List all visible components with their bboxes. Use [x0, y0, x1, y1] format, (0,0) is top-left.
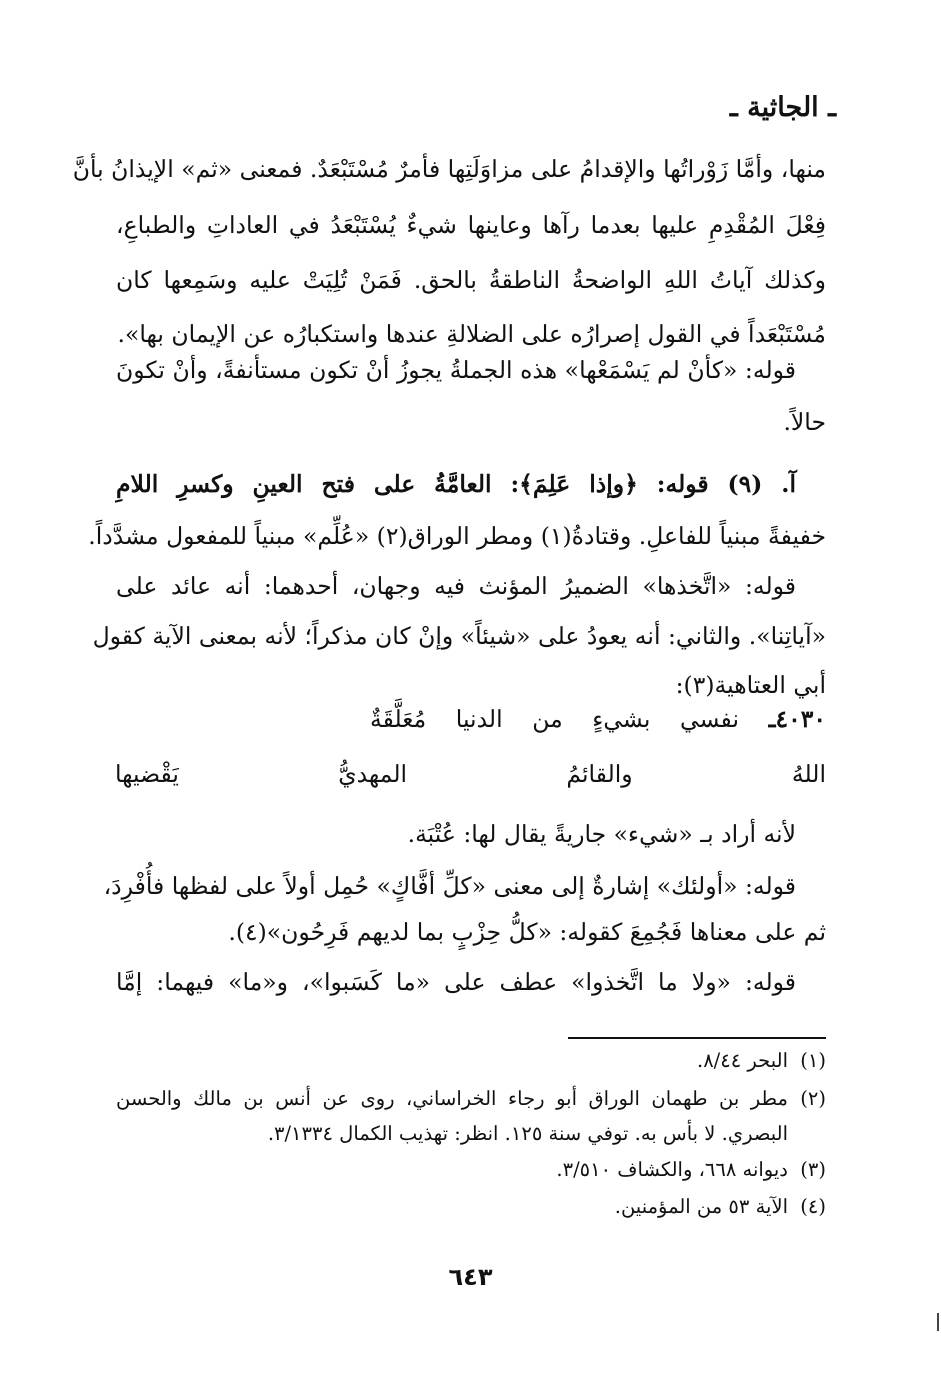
text-line: قوله: «اتَّخذها» الضميرُ المؤنث فيه وجهان، أحدهما: أنه عائد على [116, 572, 796, 600]
text-line: «آياتِنا». والثاني: أنه يعودُ على «شيئاً» وإنْ كان مذكراً؛ لأنه بمعنى الآية كقول [92, 622, 826, 650]
text-line: لأنه أراد بـ «شيء» جاريةً يقال لها: عُتْبَة. [407, 820, 796, 848]
footnote-number: (٣) [800, 1158, 826, 1181]
footnote-line: البصري. لا بأس به. توفي سنة ١٢٥. انظر: تهذيب الكمال ٣/١٣٣٤. [267, 1122, 788, 1145]
text-line: خفيفةً مبنياً للفاعلِ. وقتادةُ(١) ومطر الوراق(٢) «عُلِّم» مبنياً للمفعول مشدَّداً. [88, 522, 826, 550]
footnote-text: الآية ٥٣ من المؤمنين. [614, 1195, 788, 1218]
footnote-text: مطر بن طهمان الوراق أبو رجاء الخراساني، روى عن أنس بن مالك والحسن [116, 1087, 788, 1110]
text-line: قوله: «كأنْ لم يَسْمَعْها» هذه الجملةُ يجوزُ أنْ تكون مستأنفةً، وأنْ تكونَ [116, 356, 796, 384]
text-line: ثم على معناها فَجُمِعَ كقوله: «كلُّ حِزْبٍ بما لديهم فَرِحُون»(٤). [228, 918, 826, 946]
footnote-3 [116, 1158, 826, 1182]
text-line: قوله: «أولئك» إشارةٌ إلى معنى «كلِّ أفَّاكٍ» حُمِل أولاً على لفظها فأُفْرِدَ، [103, 872, 796, 900]
running-header: ـ الجاثية ـ [729, 92, 836, 123]
text-line: قوله: «ولا ما اتَّخذوا» عطف على «ما كَسَبوا»، و«ما» فيهما: إمَّا [116, 968, 796, 996]
text-line: فِعْلَ المُقْدِمِ عليها بعدما رآها وعاينها شيءٌ يُسْتَبْعَدُ في العاداتِ والطباعِ، [116, 211, 826, 239]
text-line: منها، وأمَّا زَوْراتُها والإقدامُ على مزاوَلَتِها فأمرٌ مُسْتَبْعَدٌ. فمعنى «ثم» الإيذانُ بأنَّ [72, 155, 826, 183]
text-line: حالاً. [783, 408, 826, 436]
text-line: أبي العتاهية(٣): [675, 671, 826, 699]
footnote-number: (١) [800, 1049, 826, 1072]
footnote-1 [116, 1049, 826, 1073]
verse-heading-line: آ. (٩) قوله: ﴿وإذا عَلِمَ﴾: العامَّةُ على فتح العينِ وكسرِ اللامِ [116, 470, 797, 498]
footnote-text: ديوانه ٦٦٨، والكشاف ٣/٥١٠. [556, 1158, 788, 1181]
hemistich-1: نفسي بشيءٍ من الدنيا مُعَلَّقَةٌ [370, 705, 739, 733]
page-number: ٦٤٣ [448, 1263, 493, 1291]
scan-margin-mark [937, 1313, 939, 1331]
footnote-separator [568, 1037, 826, 1039]
hemistich-2: اللهُ والقائمُ المهديُّ يَقْضيها [115, 760, 826, 788]
text-line: وكذلك آياتُ اللهِ الواضحةُ الناطقةُ بالحق. فَمَنْ تُلِيَتْ عليه وسَمِعها كان [116, 266, 826, 294]
text-line: مُسْتَبْعَداً في القول إصرارُه على الضلالةِ عندها واستكبارُه عن الإيمان بها». [117, 320, 826, 348]
footnote-line [116, 1087, 826, 1111]
footnote-number: (٢) [800, 1087, 826, 1110]
footnote-4 [116, 1195, 826, 1219]
poetry-verse-first-hemistich [370, 705, 826, 733]
footnote-number: (٤) [800, 1195, 826, 1218]
footnote-text: البحر ٨/٤٤. [697, 1049, 788, 1072]
verse-number: ٤٠٣٠ـ [768, 705, 826, 733]
poetry-verse-second-hemistich [115, 760, 826, 788]
